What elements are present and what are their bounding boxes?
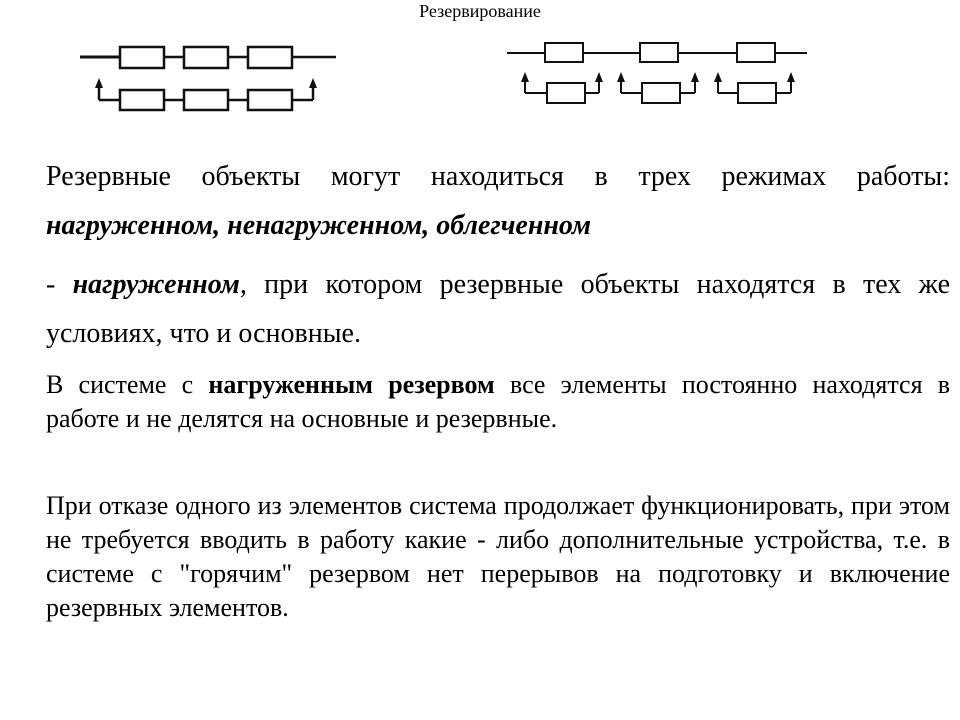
paragraph-loaded-reserve-system [46, 368, 950, 436]
loaded-mode-text: , при котором резервные объекты находятся в тех же условиях, что и основные. [46, 269, 951, 349]
general-redundancy-diagram [70, 38, 350, 118]
hot-reserve-text: При отказе одного из элементов система продолжает функционировать, при этом не требуется вводить в работу какие - либо дополнительные устройства, т.е. в системе с "горячим" резервом нет перерывов на подготовку и включение резервных элементов. [46, 491, 950, 622]
paragraph-hot-reserve-failure [46, 489, 950, 625]
loaded-reserve-term: нагруженным резервом [208, 370, 495, 399]
loaded-reserve-text: все элементы постоянно находятся в работе и не делятся на основные и резервные. [46, 370, 951, 433]
slide-title: Резервирование [419, 1, 541, 21]
paragraph-loaded-mode-definition [46, 260, 950, 358]
loaded-reserve-prefix: В системе с [46, 370, 209, 399]
loaded-mode-term: нагруженном [72, 269, 240, 300]
modes-intro-text: Резервные объекты могут находиться в трех режимах работы: [46, 161, 950, 192]
dash-prefix: - [46, 269, 73, 300]
paragraph-operating-modes [46, 152, 950, 250]
modes-list-emphasis: нагруженном, ненагруженном, облегченном [46, 210, 592, 241]
element-redundancy-diagram [505, 38, 815, 108]
